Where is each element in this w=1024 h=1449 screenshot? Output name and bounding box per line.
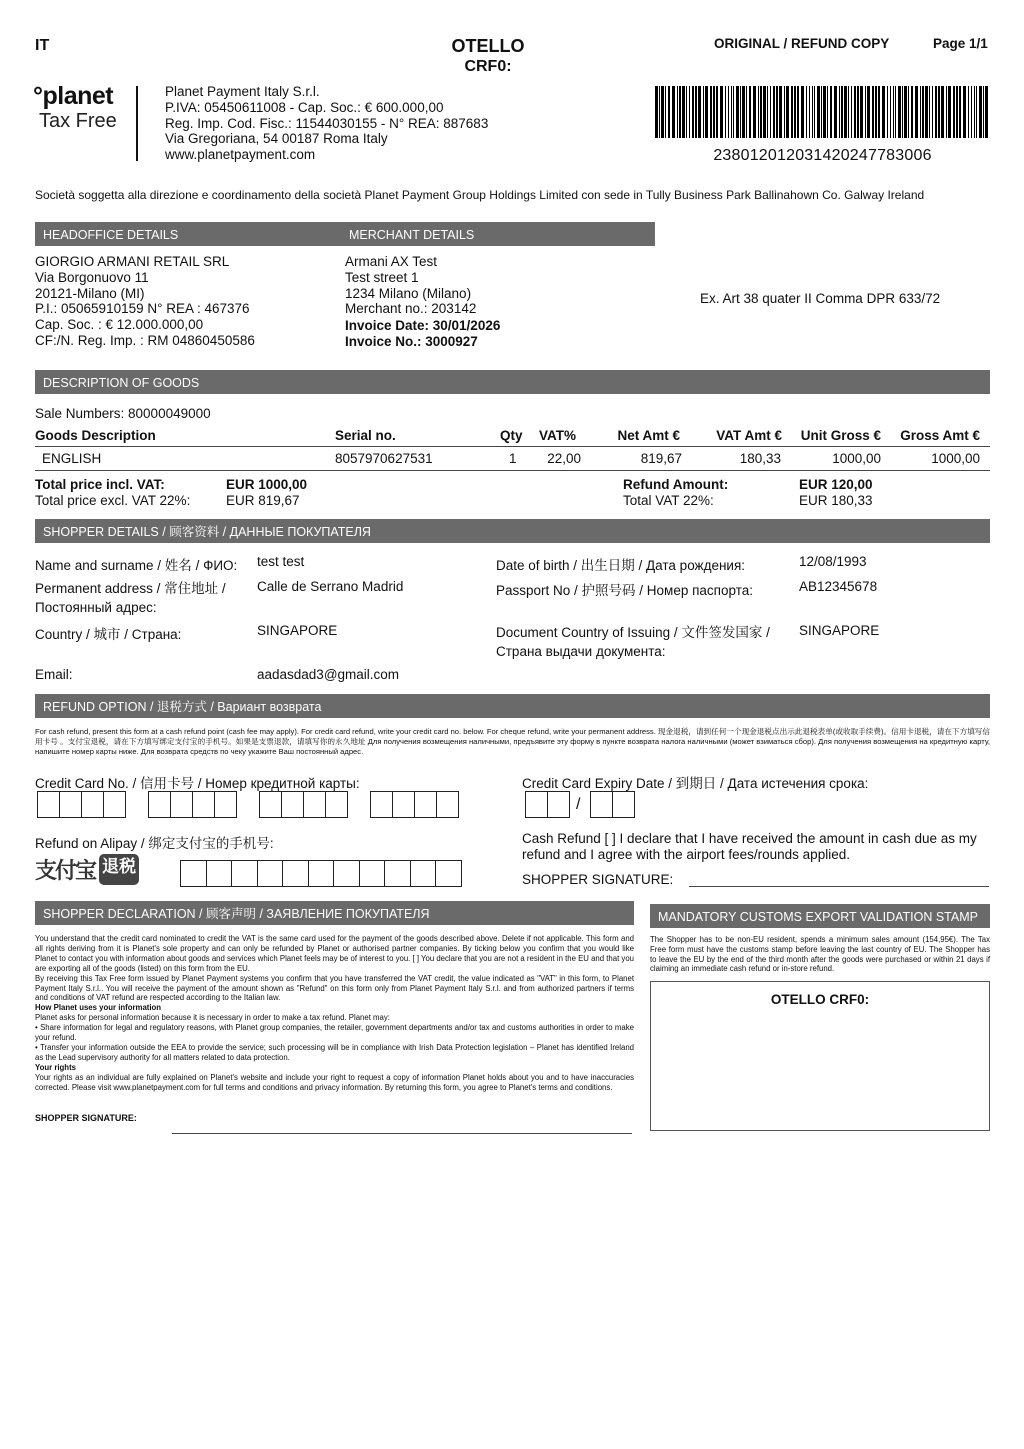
barcode-bar bbox=[915, 86, 918, 138]
barcode-bar bbox=[946, 86, 947, 138]
barcode-bar bbox=[941, 86, 944, 138]
barcode-bar bbox=[985, 86, 988, 138]
address-value: Calle de Serrano Madrid bbox=[257, 579, 404, 594]
customs-stamp-title: OTELLO CRF0: bbox=[770, 992, 870, 1007]
barcode-bar bbox=[821, 86, 822, 138]
barcode-bar bbox=[740, 86, 741, 138]
col-header-vat-pct: VAT% bbox=[539, 428, 576, 443]
alipay-label: Refund on Alipay / 绑定支付宝的手机号: bbox=[35, 836, 274, 851]
dob-value: 12/08/1993 bbox=[799, 554, 867, 569]
barcode-bar bbox=[893, 86, 894, 138]
barcode-bar bbox=[971, 86, 972, 138]
col-header-unit-gross: Unit Gross € bbox=[800, 428, 881, 443]
headoffice-details bbox=[35, 254, 255, 349]
declaration-title-bar bbox=[35, 901, 634, 925]
merchant-line: Test street 1 bbox=[345, 269, 419, 285]
barcode-bar bbox=[760, 86, 762, 138]
total-incl-label: Total price incl. VAT: bbox=[35, 477, 165, 492]
expiry-separator: / bbox=[576, 796, 581, 813]
headoffice-line: GIORGIO ARMANI RETAIL SRL bbox=[35, 254, 230, 269]
barcode-bar bbox=[742, 86, 745, 138]
declaration-paragraph: • Transfer your information outside the EEA to provide the service; such processing will be in compliance with Irish Data Protection legislation – Planet has identified Ireland as the Lead supervisory authority for all matters related to data protection. bbox=[35, 1042, 634, 1062]
address-label-line: Постоянный адрес: bbox=[35, 600, 157, 615]
logo-brand: °planet bbox=[33, 82, 114, 110]
merchant-title: MERCHANT DETAILS bbox=[349, 228, 475, 242]
barcode-bar bbox=[932, 86, 933, 138]
barcode-bar bbox=[779, 86, 782, 138]
col-header-serial: Serial no. bbox=[335, 428, 396, 443]
passport-label: Passport No / 护照号码 / Номер паспорта: bbox=[496, 583, 753, 598]
shopper-title-bar bbox=[35, 519, 990, 543]
customs-stamp-box bbox=[650, 981, 990, 1131]
company-line: Reg. Imp. Cod. Fisc.: 11544030155 - N° REA: 887683 bbox=[165, 115, 489, 131]
vat-exemption: Ex. Art 38 quater II Comma DPR 633/72 bbox=[700, 291, 941, 306]
barcode-bar bbox=[677, 86, 678, 138]
barcode-bar bbox=[976, 86, 977, 138]
barcode-bar bbox=[857, 86, 859, 138]
table-row bbox=[0, 451, 1024, 469]
country-label: Country / 城市 / Страна: bbox=[35, 627, 182, 642]
barcode-bar bbox=[728, 86, 729, 138]
total-incl-value: EUR 1000,00 bbox=[226, 477, 308, 492]
card-number-group-4[interactable] bbox=[370, 791, 459, 818]
card-number-label: Credit Card No. / 信用卡号 / Номер кредитной карты: bbox=[35, 776, 360, 791]
language-code: IT bbox=[35, 37, 50, 54]
headoffice-line: 20121-Milano (MI) bbox=[35, 285, 145, 301]
sale-numbers: Sale Numbers: 80000049000 bbox=[35, 406, 211, 421]
email-value: aadasdad3@gmail.com bbox=[257, 667, 400, 682]
barcode-bar bbox=[925, 86, 928, 138]
name-value: test test bbox=[257, 554, 305, 569]
company-line: Planet Payment Italy S.r.l. bbox=[165, 84, 320, 99]
barcode-bar bbox=[979, 86, 982, 138]
barcode-bar bbox=[773, 86, 775, 138]
barcode-bar bbox=[841, 86, 843, 138]
barcode-bar bbox=[733, 86, 734, 138]
barcode-bar bbox=[731, 86, 732, 138]
barcode-bar bbox=[860, 86, 863, 138]
cell-serial: 8057970627531 bbox=[335, 451, 433, 466]
barcode-bar bbox=[882, 86, 885, 138]
barcode-bar bbox=[902, 86, 903, 138]
barcode-bar bbox=[911, 86, 913, 138]
barcode-bar bbox=[844, 86, 847, 138]
barcode-bar bbox=[763, 86, 766, 138]
cell-description: ENGLISH bbox=[42, 451, 102, 466]
declaration-heading: How Planet uses your information bbox=[35, 1003, 162, 1013]
barcode-bar bbox=[956, 86, 958, 138]
barcode-bar bbox=[968, 86, 969, 138]
barcode-bar bbox=[713, 86, 715, 138]
barcode-bar bbox=[686, 86, 687, 138]
refund-instructions: For cash refund, present this form at a cash refund point (cash fee may apply). For credit card refund, write your credit card no. below. For cheque refund, write your permanent address. 现金退税，请到任何一个现金退税点出示此退税表单(或收取手续费)。信用卡退税，请在下方填写信用卡号 。支付宝退税，请在下方填写绑定支付宝的手机号。如果是支票退款，请填写你的永久地址 Для получения возмещения наличными, предъявите эту форму в пункте возврата налога наличными (может взиматься сбор). Для получения возмещения на кредитную карту, напишите номер карты ниже. Для возврата средств по чеку укажите Ваш постоянный адрес. bbox=[35, 727, 990, 756]
doc-country-label-line: Страна выдачи документа: bbox=[496, 644, 666, 659]
barcode-bar bbox=[682, 86, 685, 138]
col-header-vat-amt: VAT Amt € bbox=[716, 428, 782, 443]
barcode-bar bbox=[720, 86, 723, 138]
name-label: Name and surname / 姓名 / ФИО: bbox=[35, 558, 238, 573]
barcode-bar bbox=[827, 86, 828, 138]
headoffice-line: P.I.: 05065910159 N° REA : 467376 bbox=[35, 301, 250, 317]
barcode-bar bbox=[797, 86, 799, 138]
barcode-bar bbox=[716, 86, 718, 138]
barcode-bar bbox=[786, 86, 789, 138]
customs-title-bar bbox=[650, 904, 990, 928]
customs-requirements: The Shopper has to be non-EU resident, spends a minimum sales amount (154,95€). The Tax Free form must have the customs stamp before leaving the last country of EU. The Shopper has to leave the EU by the end of the third month after the goods were purchased or within 21 days if claiming an immediate cash refund or in-store refund. bbox=[650, 935, 990, 974]
barcode-bar bbox=[851, 86, 852, 138]
barcode-bar bbox=[784, 86, 785, 138]
invoice-number: Invoice No.: 3000927 bbox=[345, 333, 478, 349]
barcode-bar bbox=[791, 86, 793, 138]
doc-country-label bbox=[496, 623, 770, 661]
barcode-bar bbox=[817, 86, 820, 138]
col-header-gross: Gross Amt € bbox=[900, 428, 980, 443]
total-vat-value: EUR 180,33 bbox=[799, 493, 873, 508]
doc-country-label-line: Document Country of Issuing / 文件签发国家 / bbox=[496, 625, 770, 640]
barcode-bar bbox=[920, 86, 921, 138]
barcode-bar bbox=[830, 86, 832, 138]
page-number: Page 1/1 bbox=[933, 36, 988, 51]
refund-signature-line[interactable] bbox=[689, 886, 989, 887]
barcode-bar bbox=[679, 86, 681, 138]
declaration-paragraph: • Share information for legal and regulatory reasons, with Planet group companies, the retailer, government departments and/or tax and customs authorities in order to make your refund. bbox=[35, 1023, 634, 1043]
barcode-bar bbox=[801, 86, 804, 138]
document-subtitle: CRF0: bbox=[464, 58, 512, 75]
logo-divider bbox=[136, 86, 138, 161]
cell-qty: 1 bbox=[509, 451, 517, 466]
barcode-bar bbox=[890, 86, 891, 138]
barcode-bar bbox=[655, 86, 658, 138]
barcode-bar bbox=[959, 86, 961, 138]
country-value: SINGAPORE bbox=[257, 623, 338, 638]
company-notice: Società soggetta alla direzione e coordinamento della società Planet Payment Group Holdings Limited con sede in Tully Business Park Ballinahown Co. Galway Ireland bbox=[35, 188, 925, 202]
merchant-line: Merchant no.: 203142 bbox=[345, 301, 477, 317]
alipay-logo-text: 支付宝 bbox=[35, 858, 96, 883]
card-number-group-1[interactable] bbox=[37, 791, 126, 818]
barcode-bar bbox=[875, 86, 877, 138]
barcode-number: 238012012031420247783006 bbox=[713, 147, 932, 164]
email-label: Email: bbox=[35, 667, 73, 682]
expiry-year-input[interactable] bbox=[590, 791, 635, 818]
barcode-bar bbox=[963, 86, 966, 138]
barcode-bar bbox=[834, 86, 837, 138]
barcode-bar bbox=[770, 86, 771, 138]
declaration-heading: Your rights bbox=[35, 1062, 77, 1072]
total-vat-label: Total VAT 22%: bbox=[623, 493, 714, 508]
declaration-paragraph: By receiving this Tax Free form issued by Planet Payment systems you confirm that you have transferred the VAT credit, the value indicated as "VAT" in this form, to Planet Payment Italy S.r.l.. You will receive the payment of the amount shown as "Refund" on this form only from Planet Payment Italy S.r.l. and from authorized partners if terms and conditions of VAT refund are respected according to the Italian law. bbox=[35, 973, 634, 1003]
cell-net: 819,67 bbox=[640, 451, 682, 466]
barcode-bar bbox=[703, 86, 704, 138]
doc-country-value: SINGAPORE bbox=[799, 623, 880, 638]
headoffice-title: HEADOFFICE DETAILS bbox=[43, 228, 179, 242]
barcode-bar bbox=[746, 86, 747, 138]
cell-gross: 1000,00 bbox=[931, 451, 980, 466]
barcode-bar bbox=[929, 86, 930, 138]
barcode-bar bbox=[854, 86, 856, 138]
card-number-group-3[interactable] bbox=[259, 791, 348, 818]
barcode-image bbox=[655, 86, 990, 138]
barcode-bar bbox=[898, 86, 901, 138]
barcode-bar bbox=[895, 86, 896, 138]
barcode-bar bbox=[692, 86, 694, 138]
barcode-bar bbox=[806, 86, 807, 138]
barcode-bar bbox=[659, 86, 660, 138]
col-header-qty: Qty bbox=[500, 428, 523, 443]
shopper-title: SHOPPER DETAILS / 顾客资料 / ДАННЫЕ ПОКУПАТЕЛЯ bbox=[43, 525, 371, 539]
barcode-bar bbox=[809, 86, 810, 138]
cell-vat-pct: 22,00 bbox=[547, 451, 581, 466]
barcode-bar bbox=[848, 86, 849, 138]
barcode-bar bbox=[812, 86, 813, 138]
barcode-bar bbox=[938, 86, 940, 138]
barcode-bar bbox=[823, 86, 826, 138]
refund-signature-label: SHOPPER SIGNATURE: bbox=[522, 872, 674, 887]
cash-refund-declaration: Cash Refund [ ] I declare that I have received the amount in cash due as my refund and I agree with the airport fees/rounds applied. bbox=[522, 831, 977, 862]
col-header-net: Net Amt € bbox=[617, 428, 680, 443]
expiry-label: Credit Card Expiry Date / 到期日 / Дата истечения срока: bbox=[522, 776, 869, 791]
headoffice-line: Cap. Soc. : € 12.000.000,00 bbox=[35, 317, 204, 333]
company-line: www.planetpayment.com bbox=[165, 147, 316, 163]
barcode-bar bbox=[665, 86, 666, 138]
barcode-bar bbox=[983, 86, 984, 138]
declaration-paragraph: Planet asks for personal information because it is necessary in order to make a tax refund. Planet may: bbox=[35, 1013, 390, 1023]
barcode-bar bbox=[753, 86, 756, 138]
expiry-month-input[interactable] bbox=[525, 791, 570, 818]
total-excl-value: EUR 819,67 bbox=[226, 493, 300, 508]
dob-label: Date of birth / 出生日期 / Дата рождения: bbox=[496, 558, 746, 573]
barcode-bar bbox=[776, 86, 778, 138]
copy-type: ORIGINAL / REFUND COPY bbox=[714, 36, 890, 51]
barcode-bar bbox=[867, 86, 870, 138]
card-number-group-2[interactable] bbox=[148, 791, 237, 818]
barcode-bar bbox=[878, 86, 880, 138]
declaration-signature-label: SHOPPER SIGNATURE: bbox=[35, 1113, 137, 1123]
invoice-date: Invoice Date: 30/01/2026 bbox=[345, 318, 501, 334]
barcode-bar bbox=[698, 86, 701, 138]
barcode-bar bbox=[935, 86, 937, 138]
address-label-line: Permanent address / 常住地址 / bbox=[35, 581, 226, 596]
barcode-bar bbox=[758, 86, 759, 138]
declaration-title: SHOPPER DECLARATION / 顾客声明 / ЗАЯВЛЕНИЕ ПОКУПАТЕЛЯ bbox=[43, 907, 430, 921]
barcode-bar bbox=[672, 86, 675, 138]
barcode-bar bbox=[705, 86, 708, 138]
barcode-bar bbox=[887, 86, 888, 138]
barcode-bar bbox=[922, 86, 924, 138]
refund-title: REFUND OPTION / 退税方式 / Вариант возврата bbox=[43, 700, 322, 714]
merchant-line: Armani AX Test bbox=[345, 254, 438, 269]
barcode-bar bbox=[767, 86, 768, 138]
barcode-bar bbox=[710, 86, 712, 138]
declaration-signature-line[interactable] bbox=[172, 1133, 632, 1134]
barcode-bar bbox=[749, 86, 751, 138]
company-line: P.IVA: 05450611008 - Cap. Soc.: € 600.000,00 bbox=[165, 99, 444, 115]
declaration-paragraph: Your rights as an individual are fully explained on Planet's website and include your right to request a copy of information Planet holds about you and to have inaccuracies corrected. Please visit www.planetpayment.com for full terms and conditions and privacy information. By returning this form, you agree to Planet's terms and conditions. bbox=[35, 1072, 634, 1092]
customs-title: MANDATORY CUSTOMS EXPORT VALIDATION STAMP bbox=[658, 910, 978, 924]
barcode-bar bbox=[839, 86, 840, 138]
merchant-line: 1234 Milano (Milano) bbox=[345, 285, 472, 301]
goods-title-bar bbox=[35, 370, 990, 394]
details-bar bbox=[35, 222, 655, 246]
barcode-bar bbox=[689, 86, 690, 138]
passport-value: AB12345678 bbox=[799, 579, 878, 594]
refund-amount-label: Refund Amount: bbox=[623, 477, 729, 492]
planet-logo bbox=[33, 83, 117, 133]
cell-unit-gross: 1000,00 bbox=[832, 451, 881, 466]
barcode-bar bbox=[904, 86, 907, 138]
barcode-bar bbox=[974, 86, 975, 138]
headoffice-line: Via Borgonuovo 11 bbox=[35, 269, 149, 285]
address-label bbox=[35, 579, 226, 617]
goods-title: DESCRIPTION OF GOODS bbox=[43, 376, 200, 390]
barcode-bar bbox=[872, 86, 874, 138]
table-row-rule bbox=[35, 470, 990, 471]
declaration-paragraph: You understand that the credit card nominated to credit the VAT is the same card used for the payment of the goods described above. Delete if not applicable. This form and all rights deriving from it is Planet's sole property and can only be refunded by Planet or authorised partner companies. By ticking below you confirm that you would like Planet to contact you with information about goods and services which Planet feels may be of interest to you. [ ] You declare that you are not a resident in the EU and that you are exporting all of the goods (listed) on this form from the EU. bbox=[35, 934, 634, 973]
table-header-rule bbox=[35, 446, 990, 447]
barcode-bar bbox=[953, 86, 955, 138]
cell-vat-amt: 180,33 bbox=[739, 451, 781, 466]
declaration-text bbox=[35, 934, 634, 1093]
alipay-tax-badge: 退税 bbox=[99, 854, 139, 885]
refund-amount-value: EUR 120,00 bbox=[799, 477, 873, 492]
barcode-bar bbox=[948, 86, 951, 138]
barcode-bar bbox=[668, 86, 670, 138]
company-info bbox=[165, 84, 488, 163]
logo-tagline: Tax Free bbox=[39, 110, 117, 132]
barcode-bar bbox=[865, 86, 866, 138]
headoffice-line: CF:/N. Reg. Imp. : RM 04860450586 bbox=[35, 332, 255, 348]
merchant-details bbox=[345, 254, 500, 350]
alipay-logo bbox=[35, 854, 139, 885]
company-line: Via Gregoriana, 54 00187 Roma Italy bbox=[165, 131, 388, 147]
total-excl-label: Total price excl. VAT 22%: bbox=[35, 493, 191, 508]
barcode-bar bbox=[695, 86, 697, 138]
barcode-bar bbox=[794, 86, 796, 138]
barcode-bar bbox=[814, 86, 815, 138]
barcode-bar bbox=[661, 86, 664, 138]
alipay-phone-input[interactable] bbox=[180, 860, 462, 887]
barcode-bar bbox=[736, 86, 739, 138]
barcode-bar bbox=[908, 86, 909, 138]
refund-title-bar bbox=[35, 694, 990, 718]
col-header-description: Goods Description bbox=[35, 428, 156, 443]
document-title: OTELLO bbox=[451, 36, 525, 56]
barcode-bar bbox=[725, 86, 726, 138]
